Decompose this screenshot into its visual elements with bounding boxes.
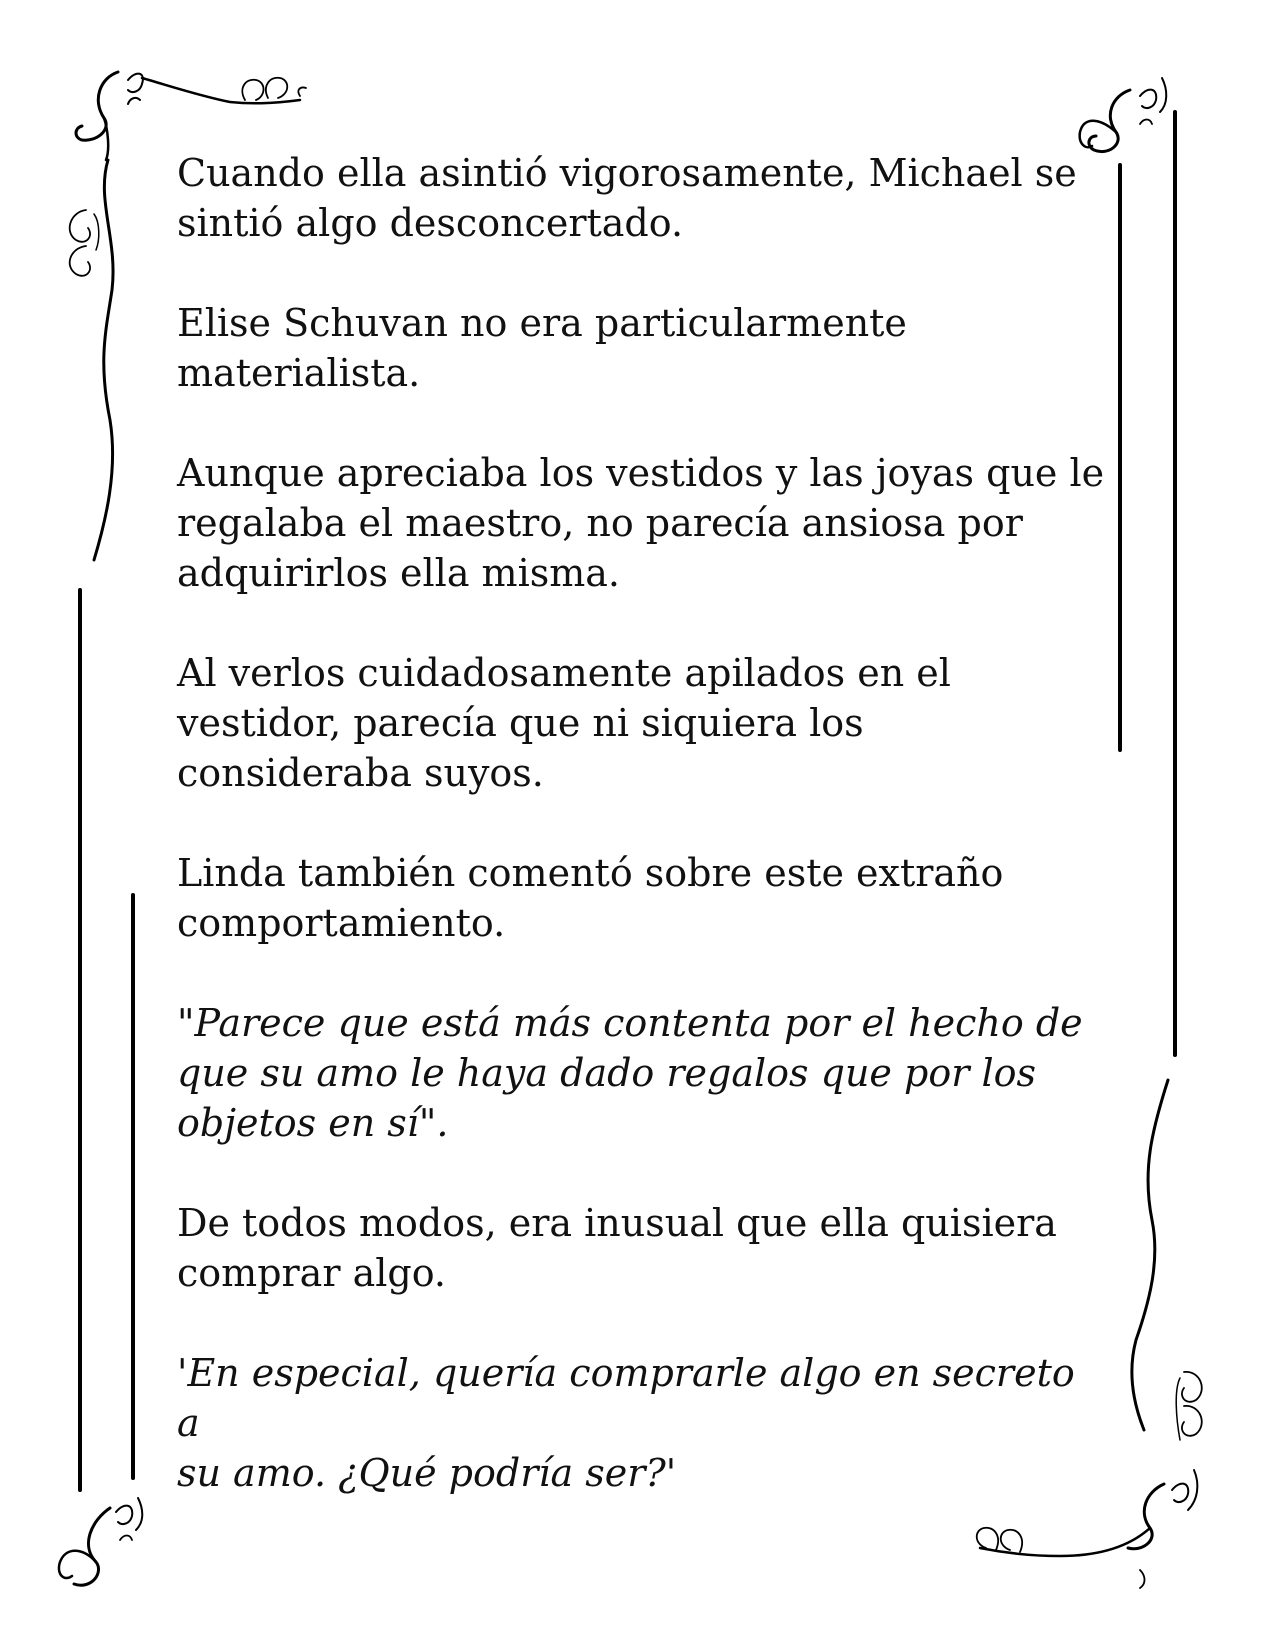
bottom-left-flourish-icon [59, 1498, 142, 1585]
story-text [177, 148, 1107, 1548]
paragraph-8-thought: 'En especial, quería comprarle algo en secreto a su amo. ¿Qué podría ser?' [177, 1351, 1075, 1495]
paragraph-3: Aunque apreciaba los vestidos y las joyas que le regalaba el maestro, no parecía ansiosa por adquirirlos ella misma. [177, 451, 1105, 595]
paragraph-4: Al verlos cuidadosamente apilados en el vestidor, parecía que ni siquiera los consideraba suyos. [177, 651, 951, 795]
paragraph-2: Elise Schuvan no era particularmente materialista. [177, 301, 907, 395]
paragraph-5: Linda también comentó sobre este extraño comportamiento. [177, 851, 1004, 945]
paragraph-1: Cuando ella asintió vigorosamente, Michael se sintió algo desconcertado. [177, 151, 1077, 245]
paragraph-6-quote: "Parece que está más contenta por el hecho de que su amo le haya dado regalos que por los objetos en sí". [177, 1001, 1083, 1145]
paragraph-7: De todos modos, era inusual que ella quisiera comprar algo. [177, 1201, 1057, 1295]
top-right-flourish-icon [1080, 78, 1167, 152]
